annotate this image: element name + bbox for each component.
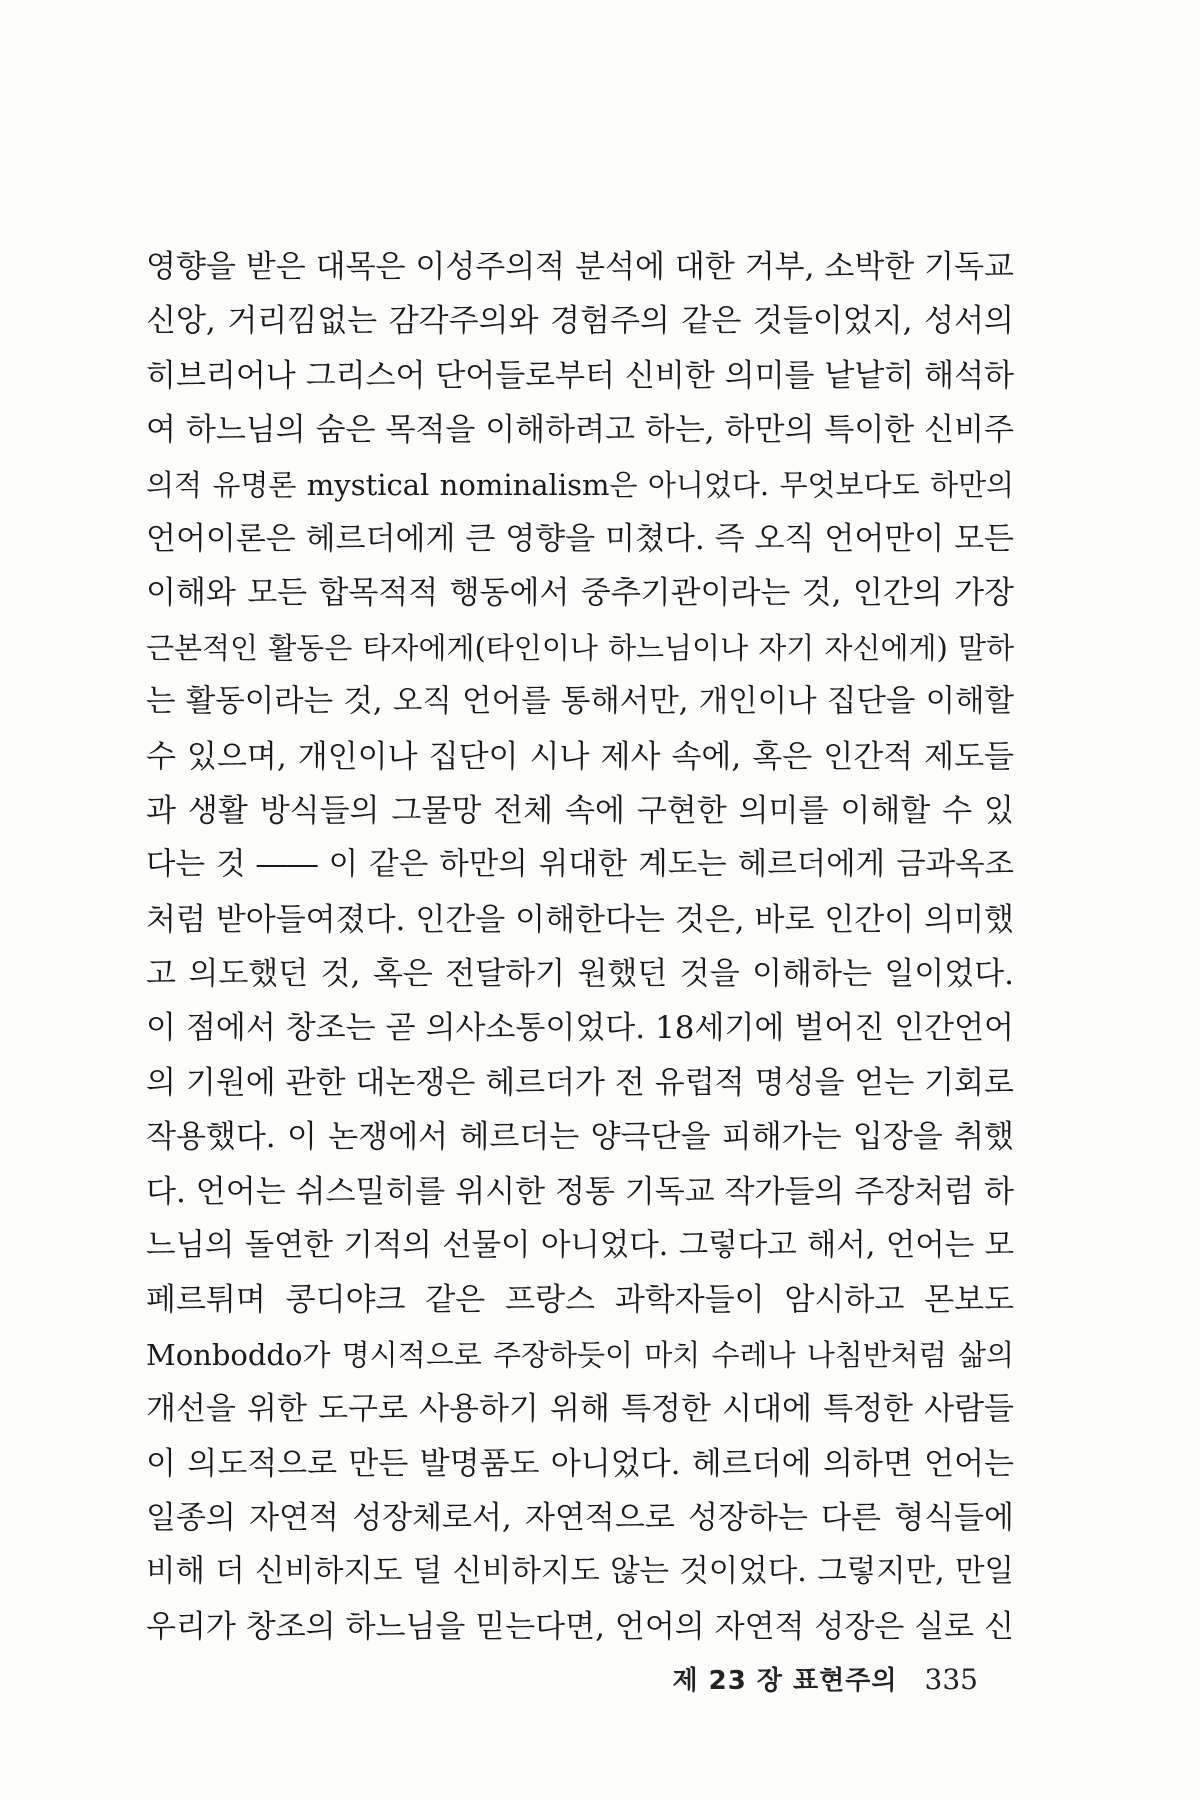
text-line: 이 점에서 창조는 곧 의사소통이었다. 18세기에 벌어진 인간언어 bbox=[146, 1010, 1014, 1047]
text-line: 이 의도적으로 만든 발명품도 아니었다. 헤르더에 의하면 언어는 bbox=[146, 1445, 1014, 1482]
text-line: 고 의도했던 것, 혹은 전달하기 원했던 것을 이해하는 일이었다. bbox=[146, 956, 1014, 993]
text-line: 수 있으며, 개인이나 집단이 시나 제사 속에, 혹은 인간적 제도들 bbox=[146, 738, 1014, 775]
text-line: 신앙, 거리낌없는 감각주의와 경험주의 같은 것들이었지, 성서의 bbox=[146, 303, 1014, 340]
text-line: 이해와 모든 합목적적 행동에서 중추기관이라는 것, 인간의 가장 bbox=[146, 575, 1014, 612]
text-line: 영향을 받은 대목은 이성주의적 분석에 대한 거부, 소박한 기독교 bbox=[146, 249, 1014, 285]
text-line: 는 활동이라는 것, 오직 언어를 통해서만, 개인이나 집단을 이해할 bbox=[146, 684, 1014, 720]
text-line: 일종의 자연적 성장체로서, 자연적으로 성장하는 다른 형식들에 bbox=[146, 1499, 1014, 1536]
text-line: 다. 언어는 쉬스밀히를 위시한 정통 기독교 작가들의 주장처럼 하 bbox=[146, 1173, 1014, 1210]
text-line: 우리가 창조의 하느님을 믿는다면, 언어의 자연적 성장은 실로 신 bbox=[146, 1608, 1014, 1645]
text-line: 히브리어나 그리스어 단어들로부터 신비한 의미를 낱낱히 해석하 bbox=[146, 357, 1014, 394]
text-line: 근본적인 활동은 타자에게(타인이나 하느님이나 자기 자신에게) 말하 bbox=[146, 630, 1014, 665]
text-line: 언어이론은 헤르더에게 큰 영향을 미쳤다. 즉 오직 언어만이 모든 bbox=[146, 520, 1014, 557]
text-line: 의적 유명론 mystical nominalism은 아니었다. 무엇보다도 하만의 bbox=[146, 467, 1014, 502]
running-footer bbox=[672, 1660, 978, 1701]
body-text bbox=[146, 240, 1014, 1654]
text-line: 개선을 위한 도구로 사용하기 위해 특정한 시대에 특정한 사람들 bbox=[146, 1391, 1014, 1428]
text-line: 비해 더 신비하지도 덜 신비하지도 않는 것이었다. 그렇지만, 만일 bbox=[146, 1554, 1014, 1590]
page-number: 335 bbox=[924, 1663, 978, 1696]
text-line: 과 생활 방식들의 그물망 전체 속에 구현한 의미를 이해할 수 있 bbox=[146, 792, 1014, 829]
text-line: 페르튀며 콩디야크 같은 프랑스 과학자들이 암시하고 몬보도 bbox=[146, 1282, 1014, 1319]
text-line: 여 하느님의 숨은 목적을 이해하려고 하는, 하만의 특이한 신비주 bbox=[146, 412, 1014, 449]
text-line: 다는 것 ―― 이 같은 하만의 위대한 계도는 헤르더에게 금과옥조 bbox=[146, 847, 1014, 883]
text-line: 처럼 받아들여졌다. 인간을 이해한다는 것은, 바로 인간이 의미했 bbox=[146, 901, 1014, 938]
text-line: 의 기원에 관한 대논쟁은 헤르더가 전 유럽적 명성을 얻는 기회로 bbox=[146, 1064, 1014, 1101]
chapter-title: 제 23 장 표현주의 bbox=[672, 1666, 898, 1696]
text-line: Monboddo가 명시적으로 주장하듯이 마치 수레나 나침반처럼 삶의 bbox=[146, 1337, 1014, 1372]
text-line: 작용했다. 이 논쟁에서 헤르더는 양극단을 피해가는 입장을 취했 bbox=[146, 1119, 1014, 1156]
text-line: 느님의 돌연한 기적의 선물이 아니었다. 그렇다고 해서, 언어는 모 bbox=[146, 1228, 1014, 1264]
